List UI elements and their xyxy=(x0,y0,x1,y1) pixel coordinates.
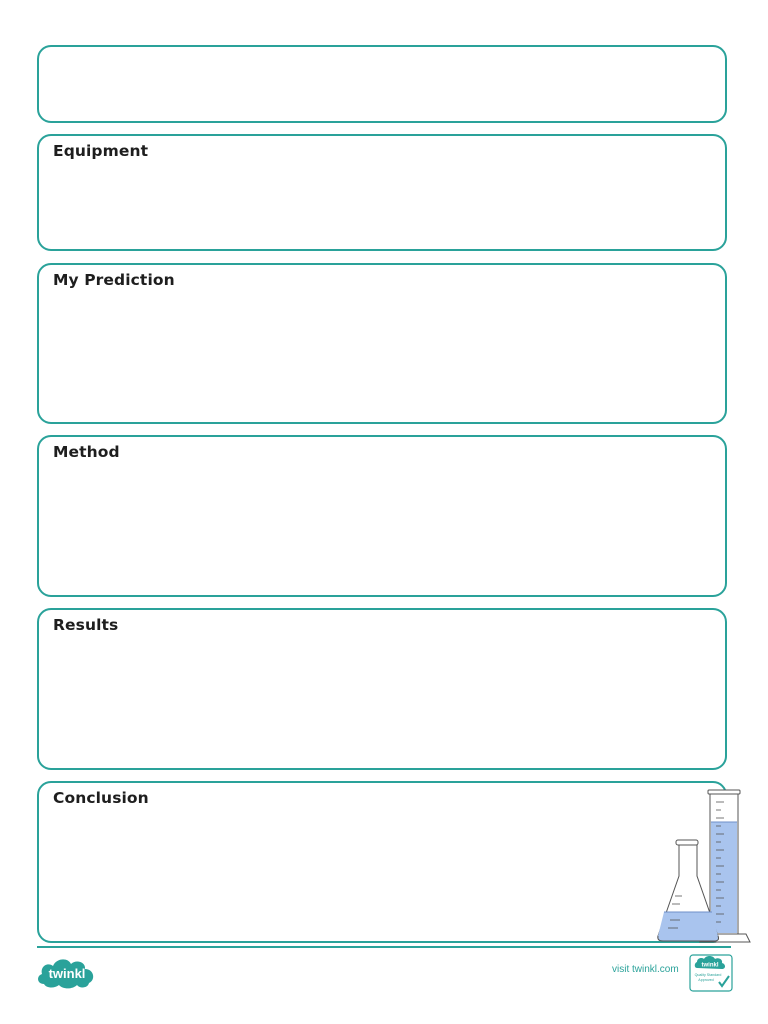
lab-glassware-icon xyxy=(654,788,752,946)
method-box xyxy=(37,435,727,597)
conclusion-label: Conclusion xyxy=(53,789,149,807)
badge-brand: twinkl xyxy=(701,962,719,969)
equipment-label: Equipment xyxy=(53,142,149,160)
conclusion-box xyxy=(37,781,727,943)
conical-flask-icon xyxy=(658,840,719,941)
visit-link[interactable]: visit twinkl.com xyxy=(612,964,679,975)
footer-divider xyxy=(37,946,731,948)
twinkl-logo-icon xyxy=(36,954,98,990)
results-box xyxy=(37,608,727,770)
title-box xyxy=(37,45,727,123)
equipment-box xyxy=(37,134,727,251)
badge-line2: Approved xyxy=(698,978,714,982)
quality-badge-icon xyxy=(689,954,733,992)
badge-line1: Quality Standard xyxy=(694,973,722,977)
prediction-label: My Prediction xyxy=(53,271,175,289)
prediction-box xyxy=(37,263,727,424)
logo-text: twinkl xyxy=(48,966,86,981)
results-label: Results xyxy=(53,616,119,634)
method-label: Method xyxy=(53,443,120,461)
